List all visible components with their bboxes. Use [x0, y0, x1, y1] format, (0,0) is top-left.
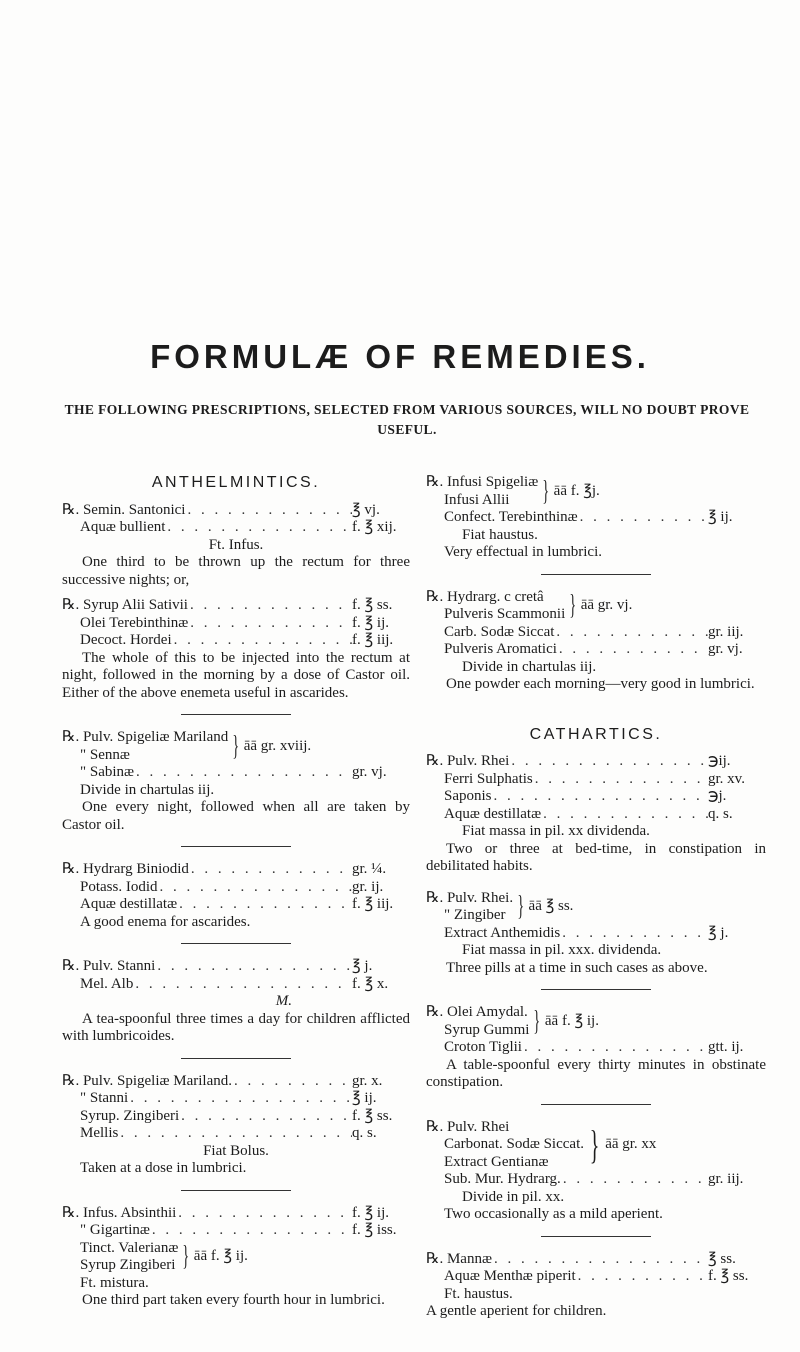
prescription	[62, 958, 410, 1046]
dose: f. ℥ iij.	[352, 896, 394, 912]
ingredient-line	[426, 1171, 766, 1189]
dose: f. ℥ ss.	[352, 597, 393, 613]
direction: Three pills at a time in such cases as above.	[446, 959, 708, 976]
ingredient: ℞. Pulv. Stanni	[62, 958, 156, 974]
ingredient: ℞. Pulv. Rhei	[426, 753, 510, 769]
direction: A table-spoonful every thirty minutes in obstinate constipation.	[426, 1056, 766, 1090]
ingredient: Syrup. Zingiberi	[80, 1107, 180, 1124]
dose: q. s.	[352, 1125, 377, 1141]
prescription	[426, 589, 766, 694]
instruction: Fiat massa in pil. xxx. dividenda.	[462, 942, 662, 958]
dose: gr. iij.	[708, 1171, 744, 1187]
ingredient-line	[62, 976, 410, 994]
dose: gr. ¼.	[352, 861, 387, 877]
section-heading-cathartics: CATHARTICS.	[529, 725, 663, 743]
prescription	[426, 890, 766, 978]
prescription	[426, 753, 766, 876]
ingredient: Syrup Zingiberi	[80, 1257, 176, 1273]
ingredient: Confect. Terebinthinæ	[444, 509, 578, 525]
direction: Very effectual in lumbrici.	[444, 544, 602, 560]
ingredient: Pulveris Aromatici	[444, 641, 557, 657]
prescription	[62, 729, 410, 834]
brace: }	[182, 1241, 190, 1272]
ingredient-line	[62, 1205, 410, 1223]
ingredient-line	[426, 771, 766, 789]
instruction: Divide in chartulas iij.	[462, 658, 597, 675]
prescription	[62, 1205, 410, 1310]
instruction: Ft. Infus.	[208, 536, 264, 553]
dose: f. ℥ iss.	[352, 1222, 397, 1238]
ingredient-line	[62, 597, 410, 615]
prescription	[62, 597, 410, 702]
prescription	[426, 1119, 766, 1224]
ingredient: Tinct. Valerianæ	[80, 1239, 179, 1256]
prescription	[426, 474, 766, 562]
direction: One third to be thrown up the rectum for three successive nights; or,	[62, 554, 410, 588]
divider	[181, 1058, 291, 1059]
dose: āā ℥ ss.	[528, 898, 574, 915]
ingredient: Olei Terebinthinæ	[80, 614, 189, 631]
brace: }	[589, 1121, 600, 1167]
divider	[181, 1190, 291, 1191]
ingredient: Mel. Alb	[80, 975, 134, 992]
right-column	[426, 474, 766, 1329]
instruction: Fiat Bolus.	[203, 1142, 269, 1159]
dose: f. ℥ ij.	[352, 614, 389, 631]
ingredient: Potass. Iodid	[80, 878, 158, 895]
instruction: Fiat haustus.	[462, 526, 538, 543]
dose: f. ℥ ss.	[708, 1268, 749, 1284]
ingredient-line	[426, 753, 766, 771]
instruction: Divide in chartulas iij.	[80, 781, 215, 798]
ingredient: ℞. Infusi Spigeliæ	[426, 474, 539, 490]
prescription	[426, 1004, 766, 1092]
divider	[181, 846, 291, 847]
direction: A gentle aperient for children.	[426, 1303, 607, 1319]
ingredient: Extract Gentianæ	[444, 1153, 549, 1170]
ingredient-line	[62, 764, 410, 782]
ingredient-line	[62, 879, 410, 897]
ingredient: Aquæ destillatæ	[80, 896, 178, 912]
dose: gr. iij.	[708, 623, 744, 640]
ingredient: ℞. Syrup Alii Sativii	[62, 597, 188, 613]
ingredient: ℞. Semin. Santonici	[62, 501, 186, 518]
ingredient: ℞. Hydrarg. c cretâ	[426, 588, 544, 605]
direction: Two or three at bed-time, in constipation in debilitated habits.	[426, 840, 766, 874]
ingredient-line	[62, 502, 410, 520]
ingredient: ℞. Pulv. Rhei	[426, 1118, 510, 1135]
ingredient-line	[426, 1268, 766, 1286]
prescription	[62, 502, 410, 590]
direction: One every night, followed when all are taken by Castor oil.	[62, 799, 410, 833]
ingredient: Carbonat. Sodæ Siccat.	[444, 1136, 584, 1152]
signature-mark: M.	[275, 993, 292, 1009]
ingredient-line	[426, 788, 766, 806]
ingredient-line	[426, 1039, 766, 1057]
ingredient-line	[62, 615, 410, 633]
ingredient-group	[426, 1004, 766, 1039]
ingredient-line	[62, 1073, 410, 1091]
dose: f. ℥ iij.	[352, 632, 394, 648]
ingredient: ℞. Hydrarg Biniodid	[62, 861, 189, 877]
divider	[541, 1236, 651, 1237]
dose: gr. xv.	[708, 770, 745, 787]
ingredient: ℞. Olei Amydal.	[426, 1004, 528, 1020]
ingredient-line	[62, 958, 410, 976]
ingredient-line	[62, 1222, 410, 1240]
section-heading-anthelmintics: ANTHELMINTICS.	[151, 474, 321, 491]
ingredient-line	[62, 861, 410, 879]
brace: }	[232, 730, 240, 762]
prescription	[62, 1073, 410, 1178]
ingredient: ℞. Pulv. Spigeliæ Mariland	[62, 729, 229, 745]
ingredient: " Stanni	[80, 1090, 129, 1106]
ingredient-group	[62, 1240, 410, 1275]
ingredient-line	[62, 1108, 410, 1126]
direction: Taken at a dose in lumbrici.	[80, 1160, 247, 1176]
ingredient: Pulveris Scammonii	[444, 606, 566, 622]
dose: gr. vj.	[352, 764, 387, 780]
ingredient: Decoct. Hordei	[80, 632, 172, 648]
dose: āā gr. xx	[605, 1136, 657, 1152]
dose: ℈j.	[708, 788, 727, 804]
dose: gr. ij.	[352, 878, 384, 895]
direction: A tea-spoonful three times a day for children afflicted with lumbricoides.	[62, 1010, 410, 1044]
dose: āā f. ℥j.	[553, 482, 600, 499]
ingredient: " Sennæ	[80, 746, 130, 763]
divider	[181, 714, 291, 715]
dose: ℈ij.	[708, 753, 731, 769]
ingredient: ℞. Pulv. Spigeliæ Mariland.	[62, 1072, 232, 1089]
ingredient: Ferri Sulphatis	[444, 770, 533, 787]
ingredient-line	[426, 1251, 766, 1269]
ingredient: Syrup Gummi	[444, 1021, 530, 1038]
ingredient-line	[426, 641, 766, 659]
dose: ℥ ss.	[708, 1250, 736, 1267]
ingredient: Aquæ Menthæ piperit	[444, 1268, 576, 1284]
dose: gr. vj.	[708, 641, 743, 657]
dose: ℥ vj.	[352, 501, 380, 518]
brace: }	[569, 590, 577, 621]
dose: ℥ ij.	[708, 509, 733, 525]
ingredient: Saponis	[444, 788, 492, 804]
ingredient-group	[426, 1119, 766, 1172]
dose: f. ℥ xij.	[352, 519, 397, 535]
ingredient-group	[426, 890, 766, 925]
ingredient: " Sabinæ	[80, 764, 135, 780]
ingredient: ℞. Pulv. Rhei.	[426, 889, 514, 906]
ingredient: Aquæ destillatæ	[444, 805, 542, 822]
divider	[541, 1104, 651, 1105]
direction: A good enema for ascarides.	[80, 913, 251, 930]
ingredient: ℞. Mannæ	[426, 1250, 492, 1267]
ingredient: Infusi Allii	[444, 491, 510, 508]
ingredient: Extract Anthemidis	[444, 924, 561, 941]
dose: f. ℥ x.	[352, 975, 389, 992]
dose: āā gr. xviij.	[243, 737, 312, 754]
ingredient: Croton Tiglii	[444, 1039, 522, 1055]
ingredient: Mellis	[80, 1125, 119, 1141]
dose: gtt. ij.	[708, 1039, 744, 1055]
dose: ℥ j.	[352, 958, 373, 974]
ingredient-line	[62, 896, 410, 914]
ingredient: " Zingiber	[444, 907, 506, 923]
brace: }	[533, 1005, 541, 1037]
direction: The whole of this to be injected into the rectum at night, followed in the morning by a dose of Castor oil. Either of the above enemeta useful in ascarides.	[62, 649, 410, 701]
prescription	[426, 1251, 766, 1321]
dose: āā gr. vj.	[580, 597, 633, 614]
ingredient-line	[62, 519, 410, 537]
ingredient-line	[62, 632, 410, 650]
ingredient-line	[426, 624, 766, 642]
dose: f. ℥ ij.	[352, 1204, 389, 1221]
ingredient: Sub. Mur. Hydrarg.	[444, 1171, 561, 1187]
dose: āā f. ℥ ij.	[544, 1012, 599, 1029]
brace: }	[517, 891, 525, 922]
ingredient-line	[426, 806, 766, 824]
dose: āā f. ℥ ij.	[193, 1248, 248, 1265]
dose: ℥ ij.	[352, 1090, 377, 1106]
ingredient-group	[62, 729, 410, 764]
instruction: Ft. mistura.	[80, 1274, 149, 1291]
left-column	[62, 474, 410, 1318]
ingredient: Carb. Sodæ Siccat	[444, 623, 555, 640]
ingredient-line	[426, 509, 766, 527]
instruction: Ft. haustus.	[444, 1285, 513, 1302]
ingredient: ℞. Infus. Absinthii	[62, 1204, 177, 1221]
direction: Two occasionally as a mild aperient.	[444, 1206, 663, 1222]
dose: q. s.	[708, 805, 733, 822]
instruction: Fiat massa in pil. xx dividenda.	[462, 823, 650, 839]
divider	[181, 943, 291, 944]
divider	[541, 989, 651, 990]
ingredient-group	[426, 589, 766, 624]
instruction: Divide in pil. xx.	[462, 1188, 565, 1205]
brace: }	[542, 475, 550, 507]
divider	[541, 574, 651, 575]
dose: f. ℥ ss.	[352, 1107, 393, 1124]
intro-text: THE FOLLOWING PRESCRIPTIONS, SELECTED FROM VARIOUS SOURCES, WILL NO DOUBT PROVE USEFUL.	[64, 402, 750, 437]
page-title: FORMULÆ OF REMEDIES.	[150, 338, 650, 375]
ingredient-line	[62, 1125, 410, 1143]
ingredient: " Gigartinæ	[80, 1222, 150, 1238]
ingredient: Aquæ bullient	[80, 519, 166, 535]
direction: One third part taken every fourth hour in lumbrici.	[82, 1292, 385, 1308]
prescription	[62, 861, 410, 931]
dose: ℥ j.	[708, 924, 729, 941]
direction: One powder each morning—very good in lumbrici.	[446, 676, 755, 692]
dose: gr. x.	[352, 1072, 383, 1089]
ingredient-line	[426, 925, 766, 943]
ingredient-group	[426, 474, 766, 509]
ingredient-line	[62, 1090, 410, 1108]
